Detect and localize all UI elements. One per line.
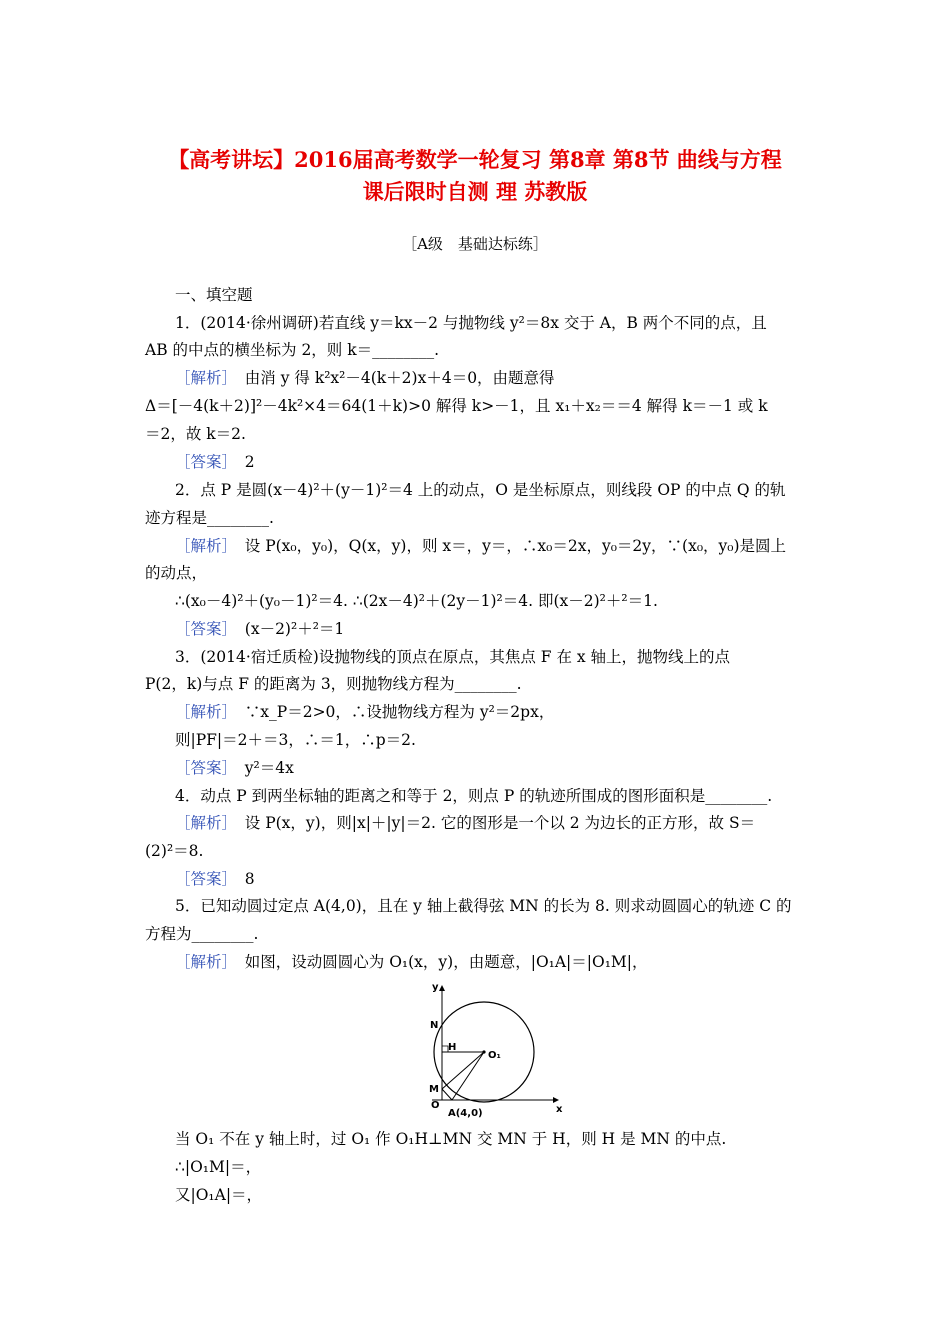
label-x: x: [556, 1104, 563, 1115]
q3-answer: [175, 757, 294, 779]
q5-line2: 方程为________.: [145, 925, 259, 943]
q1-answer-text: 2: [244, 453, 255, 471]
analysis-label: ［解析］: [175, 537, 230, 555]
q4-line1: 4．动点 P 到两坐标轴的距离之和等于 2，则点 P 的轨迹所围成的图形面积是________.: [175, 787, 773, 805]
label-n: N: [430, 1020, 439, 1031]
q2-analysis-line3: ∴(x₀－4)²＋(y₀－1)²＝4. ∴(2x－4)²＋(2y－1)²＝4. 即(x－2)²＋²＝1.: [175, 592, 658, 610]
q2-analysis-text: 设 P(x₀，y₀)，Q(x，y)，则 x＝，y＝，∴x₀＝2x，y₀＝2y，∵(x₀，y₀)是圆上: [244, 537, 787, 555]
q1-analysis-line2: Δ＝[－4(k＋2)]²－4k²×4＝64(1＋k)>0 解得 k>－1，且 x₁＋x₂＝＝4 解得 k＝－1 或 k: [145, 397, 768, 415]
q4-answer: [175, 868, 255, 890]
q4-analysis: [175, 812, 755, 834]
q1-answer: [175, 451, 255, 473]
section-heading: 一、填空题: [175, 286, 253, 304]
segment-m-a: [442, 1089, 452, 1100]
q5-line1: 5．已知动圆过定点 A(4,0)，且在 y 轴上截得弦 MN 的长为 8. 则求动圆圆心的轨迹 C 的: [175, 897, 792, 915]
q5-line-after-figure: 当 O₁ 不在 y 轴上时，过 O₁ 作 O₁H⊥MN 交 MN 于 H，则 H 是 MN 的中点.: [175, 1130, 727, 1148]
circle-diagram: [418, 980, 568, 1122]
q1-analysis: [175, 367, 555, 389]
analysis-label: ［解析］: [175, 814, 230, 832]
answer-label: ［答案］: [175, 870, 230, 888]
q3-answer-text: y²＝4x: [244, 759, 294, 777]
answer-label: ［答案］: [175, 759, 230, 777]
document-title-line1: 【高考讲坛】2016届高考数学一轮复习 第8章 第8节 曲线与方程: [168, 147, 782, 172]
q2-analysis: [175, 535, 786, 557]
analysis-label: ［解析］: [175, 703, 230, 721]
q5-line-o1a: 又|O₁A|＝，: [175, 1186, 263, 1204]
q1-analysis-line3: ＝2，故 k＝2.: [145, 425, 246, 443]
q5-line-o1m: ∴|O₁M|＝，: [175, 1158, 262, 1176]
q4-analysis-line2: (2)²＝8.: [145, 842, 204, 860]
q2-line1: 2．点 P 是圆(x－4)²＋(y－1)²＝4 上的动点，O 是坐标原点，则线段 OP 的中点 Q 的轨: [175, 481, 786, 499]
label-o: O: [431, 1100, 440, 1111]
label-h: H: [448, 1042, 457, 1053]
q2-answer-text: (x－2)²＋²＝1: [244, 620, 345, 638]
center-dot: [482, 1050, 485, 1053]
label-a: A(4,0): [448, 1108, 483, 1119]
document-title-line2: 课后限时自测 理 苏教版: [362, 179, 588, 204]
q5-analysis: [175, 951, 648, 973]
q2-analysis-line2: 的动点，: [145, 564, 208, 582]
q1-line2: AB 的中点的横坐标为 2，则 k＝________.: [145, 341, 440, 359]
analysis-label: ［解析］: [175, 369, 230, 387]
q3-analysis: [175, 701, 554, 723]
analysis-label: ［解析］: [175, 953, 230, 971]
q2-answer: [175, 618, 344, 640]
q1-analysis-text: 由消 y 得 k²x²－4(k＋2)x＋4＝0，由题意得: [244, 369, 555, 387]
section-label: ［A级 基础达标练］: [402, 235, 548, 253]
label-y: y: [432, 982, 439, 993]
q3-line2: P(2，k)与点 F 的距离为 3，则抛物线方程为________.: [145, 675, 522, 693]
q3-analysis-text: ∵x_P＝2>0，∴设抛物线方程为 y²＝2px，: [244, 703, 555, 721]
label-o1: O₁: [488, 1050, 501, 1061]
q1-line1: 1．(2014·徐州调研)若直线 y＝kx－2 与抛物线 y²＝8x 交于 A，B 两个不同的点，且: [175, 314, 767, 332]
q4-analysis-text: 设 P(x，y)，则|x|＋|y|＝2. 它的图形是一个以 2 为边长的正方形，故 S＝: [244, 814, 756, 832]
q5-analysis-text: 如图，设动圆圆心为 O₁(x，y)，由题意，|O₁A|＝|O₁M|，: [244, 953, 648, 971]
answer-label: ［答案］: [175, 620, 230, 638]
q2-line2: 迹方程是________.: [145, 509, 274, 527]
label-m: M: [429, 1084, 439, 1095]
q4-answer-text: 8: [244, 870, 255, 888]
q3-analysis-line2: 则|PF|＝2＋＝3，∴＝1，∴p＝2.: [175, 731, 416, 749]
answer-label: ［答案］: [175, 453, 230, 471]
q3-line1: 3．(2014·宿迁质检)设抛物线的顶点在原点，其焦点 F 在 x 轴上，抛物线上的点: [175, 648, 731, 666]
